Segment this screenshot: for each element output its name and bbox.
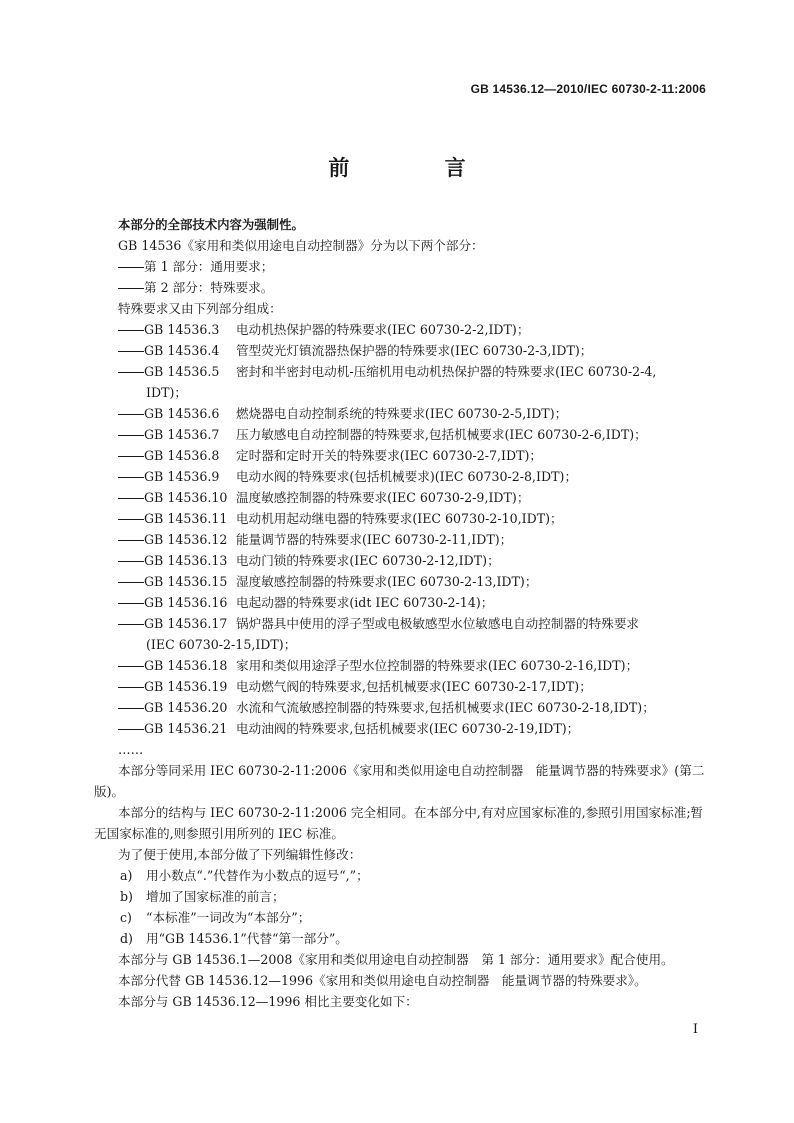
dash-mark	[118, 519, 144, 520]
edit-label: b)	[120, 889, 133, 904]
part-title: 燃烧器电自动控制系统的特殊要求(IEC 60730-2-5,IDT)；	[236, 406, 568, 421]
dash-mark	[118, 477, 144, 478]
standard-code-header: GB 14536.12—2010/IEC 60730-2-11:2006	[470, 82, 706, 96]
part-list-item	[118, 340, 708, 361]
part-code: GB 14536.9	[144, 469, 220, 484]
part-list-item	[118, 718, 708, 739]
part-list-item	[118, 592, 708, 613]
part-list-item	[118, 487, 708, 508]
part-title: 能量调节器的特殊要求(IEC 60730-2-11,IDT)；	[236, 532, 513, 547]
dash-mark	[118, 288, 144, 289]
edit-text: 用“GB 14536.1”代替“第一部分”。	[146, 931, 348, 946]
structure-text: 本部分的结构与 IEC 60730-2-11:2006 完全相同。在本部分中,有对应国家标准的,参照引用国家标准;暂无国家标准的,则参照引用所列的 IEC 标准。	[94, 805, 704, 841]
replaces-statement: 本部分代替 GB 14536.12—1996《家用和类似用途电自动控制器 能量调节器的特殊要求》。	[118, 973, 647, 988]
edit-label: d)	[120, 931, 133, 946]
part-title: 压力敏感电自动控制器的特殊要求,包括机械要求(IEC 60730-2-6,IDT)；	[236, 427, 647, 442]
part-code: GB 14536.4	[144, 343, 220, 358]
part-code: GB 14536.17	[144, 616, 228, 631]
part-code: GB 14536.18	[144, 658, 228, 673]
dash-mark	[118, 582, 144, 583]
part-code: GB 14536.21	[144, 721, 228, 736]
part-code: GB 14536.16	[144, 595, 228, 610]
dash-mark	[118, 330, 144, 331]
dash-mark	[118, 561, 144, 562]
edit-text: 用小数点“.”代替作为小数点的逗号“,”；	[146, 868, 369, 883]
dash-mark	[118, 624, 144, 625]
dash-mark	[118, 498, 144, 499]
part-code: GB 14536.20	[144, 700, 228, 715]
part-code: GB 14536.10	[144, 490, 228, 505]
adoption-paragraph	[94, 760, 708, 802]
part-list-item	[118, 466, 708, 487]
part-code: GB 14536.12	[144, 532, 228, 547]
dash-mark	[118, 540, 144, 541]
part-list-item	[118, 571, 708, 592]
part-title: 温度敏感控制器的特殊要求(IEC 60730-2-9,IDT)；	[236, 490, 530, 505]
edit-label: c)	[120, 910, 132, 925]
dash-mark	[118, 456, 144, 457]
part-code: GB 14536.7	[144, 427, 220, 442]
part-list-item	[118, 508, 708, 529]
dash-mark	[118, 267, 144, 268]
dash-mark	[118, 351, 144, 352]
part-title: 管型荧光灯镇流器热保护器的特殊要求(IEC 60730-2-3,IDT)；	[236, 343, 593, 358]
list-item	[118, 256, 708, 277]
part-title: 电动门锁的特殊要求(IEC 60730-2-12,IDT)；	[236, 553, 500, 568]
edit-list-item	[118, 907, 708, 928]
part-code: GB 14536.8	[144, 448, 220, 463]
part-title: 电动机用起动继电器的特殊要求(IEC 60730-2-10,IDT)；	[236, 511, 563, 526]
part-title-continuation: IDT)；	[146, 385, 187, 400]
part2-text: 第 2 部分：特殊要求。	[144, 280, 274, 295]
part-code: GB 14536.19	[144, 679, 228, 694]
part-title: 水流和气流敏感控制器的特殊要求,包括机械要求(IEC 60730-2-18,IDT)；	[236, 700, 655, 715]
dash-mark	[118, 708, 144, 709]
edit-list-item	[118, 865, 708, 886]
part-list-item	[118, 676, 708, 697]
part-title: 电动水阀的特殊要求(包括机械要求)(IEC 60730-2-8,IDT)；	[236, 469, 578, 484]
part-title: 定时器和定时开关的特殊要求(IEC 60730-2-7,IDT)；	[236, 448, 543, 463]
dash-mark	[118, 729, 144, 730]
part-code: GB 14536.5	[144, 364, 220, 379]
parts-list	[118, 319, 708, 739]
part-title-continuation: (IEC 60730-2-15,IDT)；	[146, 637, 297, 652]
part1-text: 第 1 部分：通用要求；	[144, 259, 274, 274]
part-code: GB 14536.11	[144, 511, 228, 526]
part-code: GB 14536.13	[144, 553, 228, 568]
part-title: 密封和半密封电动机-压缩机用电动机热保护器的特殊要求(IEC 60730-2-4,	[236, 364, 657, 379]
edit-label: a)	[120, 868, 133, 883]
edits-intro: 为了便于使用,本部分做了下列编辑性修改：	[118, 847, 362, 862]
ellipsis: ……	[118, 742, 144, 757]
part-list-item	[118, 613, 708, 634]
part-list-item	[118, 655, 708, 676]
part-title: 电动机热保护器的特殊要求(IEC 60730-2-2,IDT)；	[236, 322, 530, 337]
structure-paragraph	[94, 802, 708, 844]
part-list-item	[118, 403, 708, 424]
dash-mark	[118, 414, 144, 415]
adoption-text: 本部分等同采用 IEC 60730-2-11:2006《家用和类似用途电自动控制器 能量调节器的特殊要求》(第二版)。	[94, 763, 705, 799]
edits-list	[118, 865, 708, 949]
mandatory-statement: 本部分的全部技术内容为强制性。	[118, 217, 304, 232]
part-title: 电动油阀的特殊要求,包括机械要求(IEC 60730-2-19,IDT)；	[236, 721, 580, 736]
dash-mark	[118, 372, 144, 373]
part-code: GB 14536.6	[144, 406, 220, 421]
changes-statement: 本部分与 GB 14536.12—1996 相比主要变化如下：	[118, 994, 418, 1009]
page-title: 前 言	[328, 155, 510, 180]
part-title: 锅炉器具中使用的浮子型或电极敏感型水位敏感电自动控制器的特殊要求	[236, 616, 639, 631]
part-title: 家用和类似用途浮子型水位控制器的特殊要求(IEC 60730-2-16,IDT)；	[236, 658, 639, 673]
page-number: I	[692, 1022, 698, 1037]
edit-text: “本标准”一词改为“本部分”；	[146, 910, 311, 925]
list-item	[118, 277, 708, 298]
series-statement: GB 14536《家用和类似用途电自动控制器》分为以下两个部分：	[118, 238, 484, 253]
foreword-body	[94, 214, 708, 1012]
edit-list-item	[118, 886, 708, 907]
part-list-item	[118, 529, 708, 550]
part-title: 湿度敏感控制器的特殊要求(IEC 60730-2-13,IDT)；	[236, 574, 538, 589]
part-code: GB 14536.3	[144, 322, 220, 337]
use-with-statement: 本部分与 GB 14536.1—2008《家用和类似用途电自动控制器 第 1 部分：通用要求》配合使用。	[118, 952, 674, 967]
part-code: GB 14536.15	[144, 574, 228, 589]
dash-mark	[118, 687, 144, 688]
part-title: 电起动器的特殊要求(idt IEC 60730-2-14)；	[236, 595, 494, 610]
part-list-item	[118, 424, 708, 445]
special-intro: 特殊要求又由下列部分组成：	[118, 301, 282, 316]
dash-mark	[118, 603, 144, 604]
part-list-item	[118, 697, 708, 718]
part-list-item	[118, 445, 708, 466]
edit-list-item	[118, 928, 708, 949]
part-list-item	[118, 361, 708, 382]
part-list-item	[118, 319, 708, 340]
dash-mark	[118, 666, 144, 667]
part-title: 电动燃气阀的特殊要求,包括机械要求(IEC 60730-2-17,IDT)；	[236, 679, 592, 694]
dash-mark	[118, 435, 144, 436]
part-list-item	[118, 550, 708, 571]
edit-text: 增加了国家标准的前言；	[146, 889, 285, 904]
